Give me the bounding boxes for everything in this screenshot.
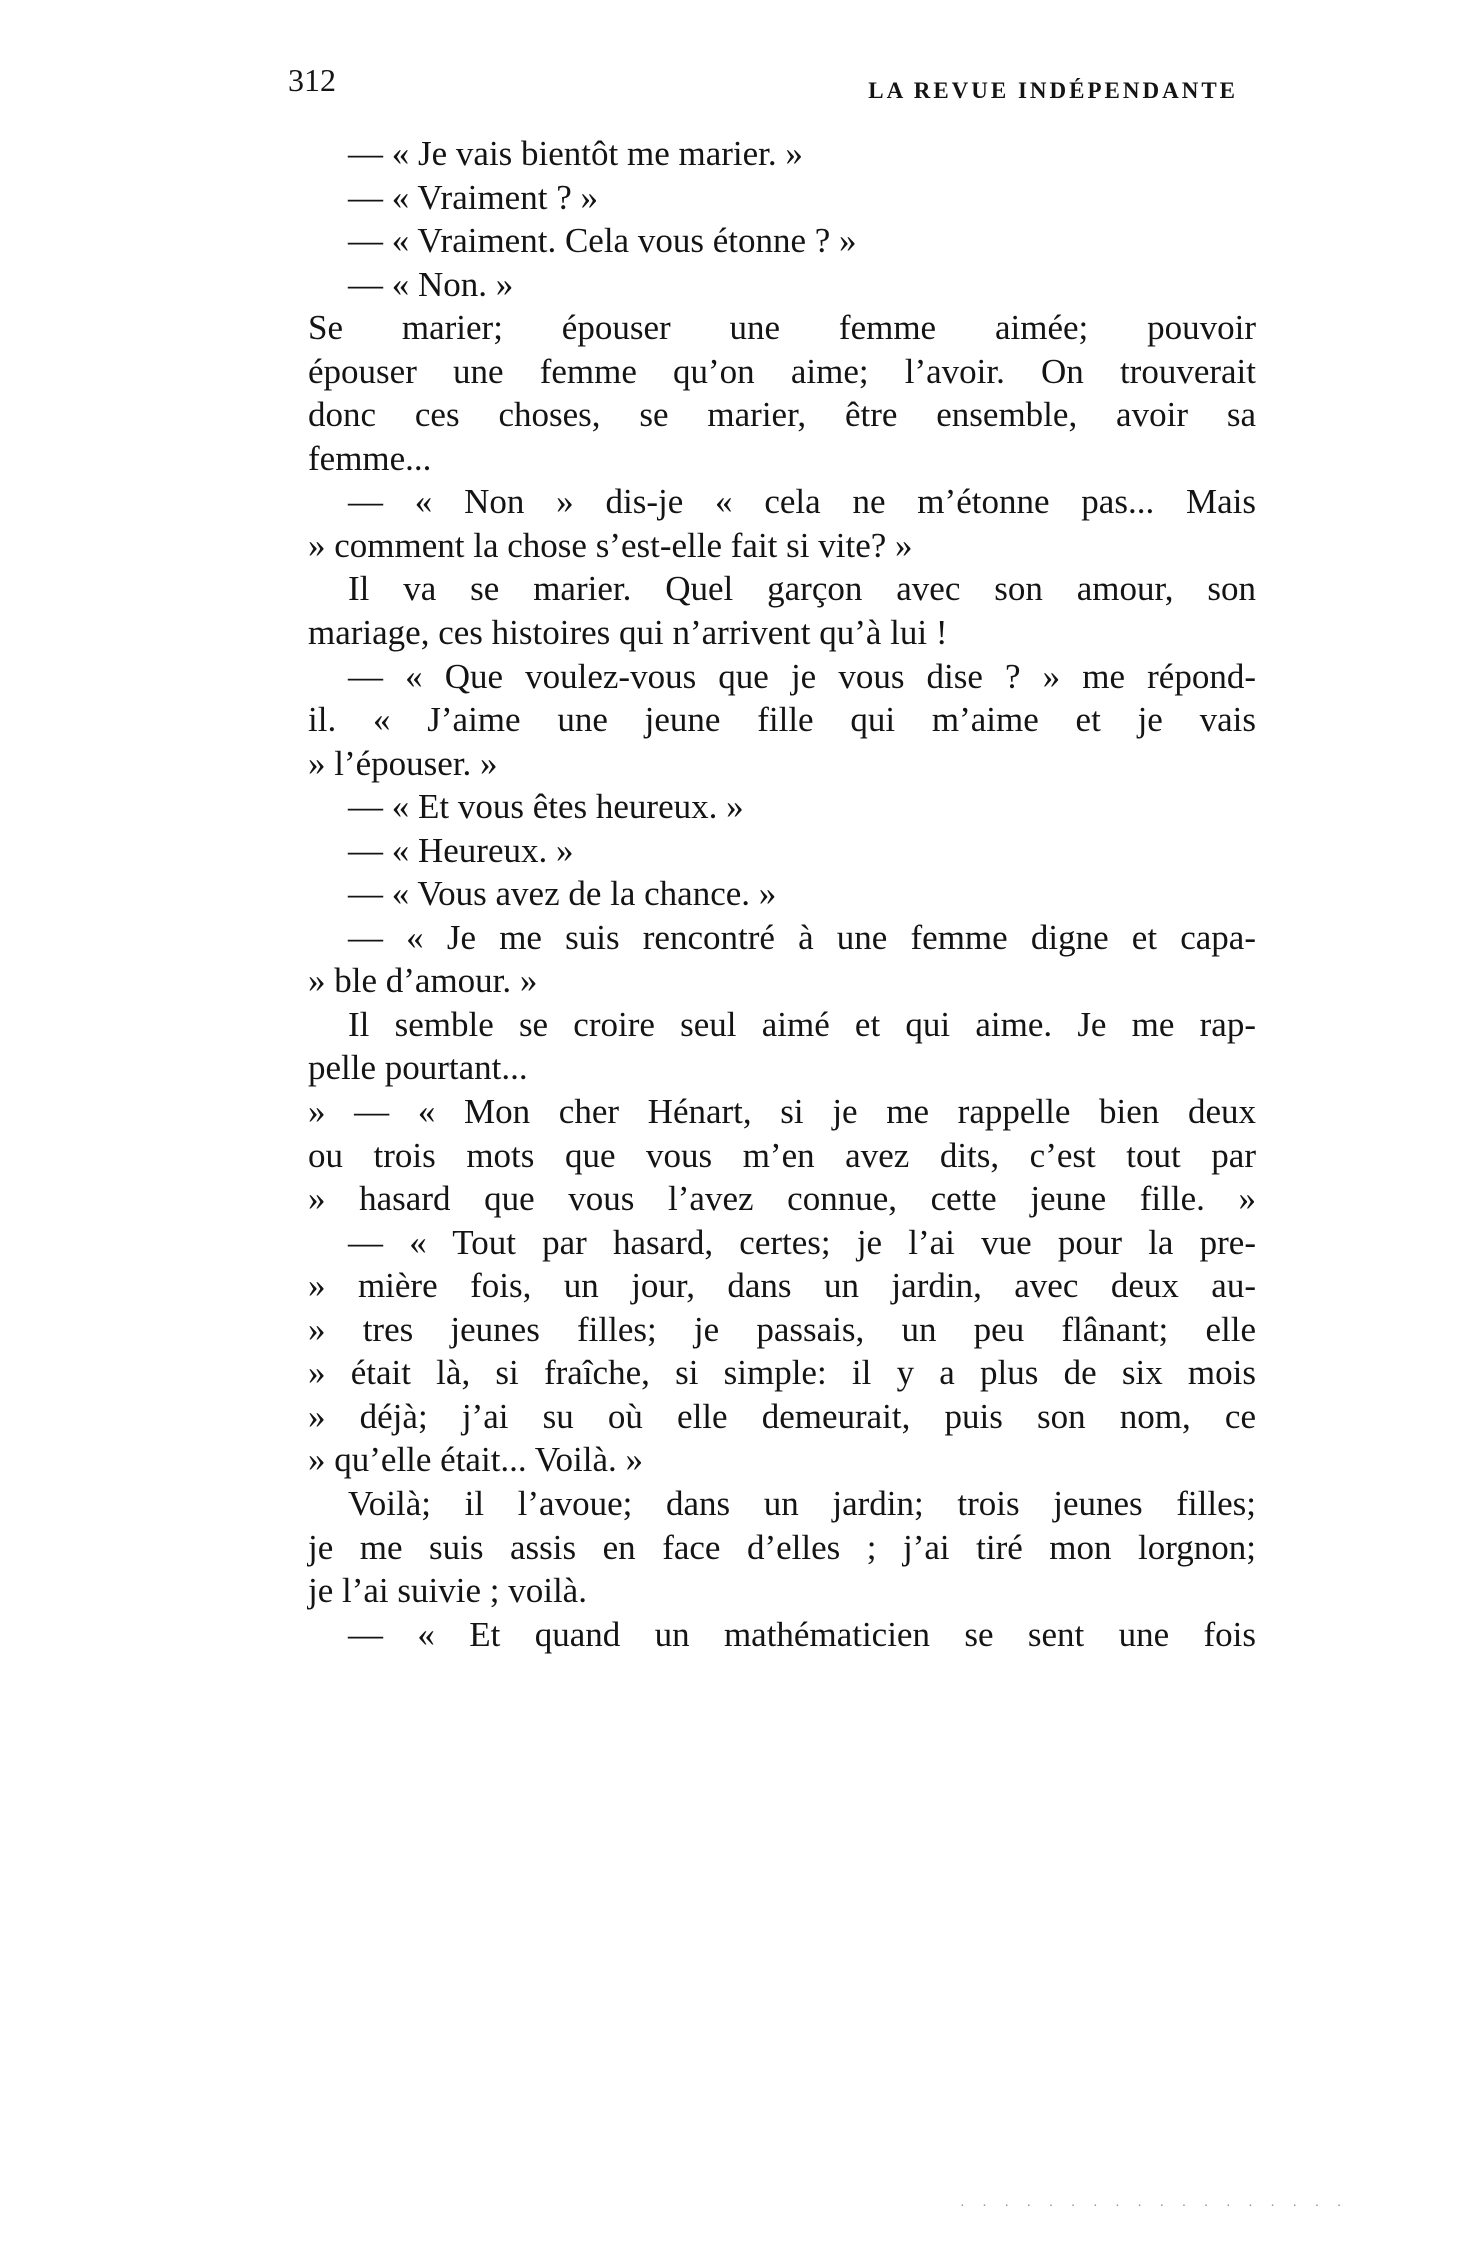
text-line: — « Vous avez de la chance. » (348, 874, 777, 914)
scan-specks: · · · · · · · · · · · · · · · · · · (960, 2199, 1349, 2214)
text-line: — « Et quand un mathématicien se sent une fois (348, 1614, 1256, 1654)
text-line: » était là, si fraîche, si simple: il y a plus de six mois (308, 1353, 1256, 1393)
text-line: donc ces choses, se marier, être ensemble, avoir sa (308, 395, 1256, 435)
text-line: ou trois mots que vous m’en avez dits, c’est tout par (308, 1135, 1256, 1175)
text-line: je me suis assis en face d’elles ; j’ai tiré mon lorgnon; (308, 1527, 1256, 1567)
text-line: il. « J’aime une jeune fille qui m’aime et je vais (308, 700, 1256, 740)
text-line: — « Je me suis rencontré à une femme digne et capa- (348, 917, 1256, 957)
text-line: — « Vraiment. Cela vous étonne ? » (348, 221, 857, 261)
text-line: — « Et vous êtes heureux. » (348, 787, 744, 827)
text-line: » mière fois, un jour, dans un jardin, avec deux au- (308, 1266, 1256, 1306)
text-line: pelle pourtant... (308, 1048, 528, 1088)
text-line: » qu’elle était... Voilà. » (308, 1440, 644, 1480)
text-line: » déjà; j’ai su où elle demeurait, puis son nom, ce (308, 1396, 1256, 1436)
text-line: » l’épouser. » (308, 743, 498, 783)
text-line: — « Vraiment ? » (348, 177, 598, 217)
text-line: — « Heureux. » (348, 830, 574, 870)
text-line: Il va se marier. Quel garçon avec son amour, son (348, 569, 1256, 609)
text-line: » tres jeunes filles; je passais, un peu flânant; elle (308, 1309, 1256, 1349)
body-text (308, 132, 1256, 1656)
text-line: » ble d’amour. » (308, 961, 538, 1001)
text-line: — « Tout par hasard, certes; je l’ai vue pour la pre- (348, 1222, 1256, 1262)
page-number: 312 (288, 62, 336, 98)
text-line: épouser une femme qu’on aime; l’avoir. On trouverait (308, 351, 1256, 391)
text-line: Voilà; il l’avoue; dans un jardin; trois jeunes filles; (348, 1483, 1256, 1523)
text-line: — « Que voulez-vous que je vous dise ? » me répond- (348, 656, 1256, 696)
text-line: » comment la chose s’est-elle fait si vite? » (308, 525, 913, 565)
text-line: je l’ai suivie ; voilà. (308, 1571, 587, 1611)
text-line: femme... (308, 438, 432, 478)
text-line: — « Non. » (348, 264, 514, 304)
running-title: LA REVUE INDÉPENDANTE (868, 78, 1238, 103)
page-header (288, 62, 1238, 112)
text-line: » — « Mon cher Hénart, si je me rappelle bien deux (308, 1092, 1256, 1132)
text-line: Il semble se croire seul aimé et qui aime. Je me rap- (348, 1004, 1256, 1044)
text-line: mariage, ces histoires qui n’arrivent qu’à lui ! (308, 613, 948, 653)
text-line: — « Non » dis-je « cela ne m’étonne pas... Mais (348, 482, 1256, 522)
text-line: — « Je vais bientôt me marier. » (348, 134, 803, 173)
text-line: Se marier; épouser une femme aimée; pouvoir (308, 308, 1256, 348)
text-line: » hasard que vous l’avez connue, cette jeune fille. » (308, 1179, 1256, 1219)
